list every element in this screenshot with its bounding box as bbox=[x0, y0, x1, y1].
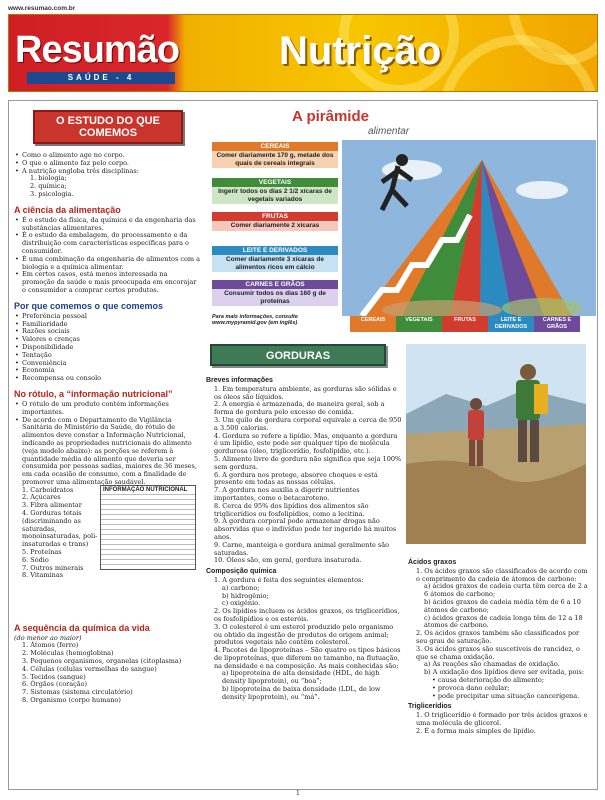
group-text: Comer diariamente 3 xícaras de alimentos ricos em cálcio bbox=[212, 255, 338, 272]
heading-ciencia: A ciência da alimentação bbox=[14, 204, 121, 215]
list-item: 3. O colesterol é um esterol produzido pelo organismo ou obtido da ingestão de produtos de origem animal; produtos vegetais não contêm colesterol. bbox=[214, 622, 394, 647]
label-leite: LEITE E DERIVADOS bbox=[488, 316, 534, 332]
brand-subtitle: SAÚDE - 4 bbox=[27, 72, 175, 84]
header-banner bbox=[8, 14, 598, 92]
list-item: a) lipoproteína de alta densidade (HDL, de high density lipoprotein), ou “boa”; bbox=[222, 669, 380, 686]
list-item: 2. Os ácidos graxos também são classificados por seu grau de saturação. bbox=[416, 629, 580, 645]
list-item: 5. Tecidos (sangue) bbox=[22, 672, 86, 681]
heading-porque: Por que comemos o que comemos bbox=[14, 300, 164, 311]
group-text: Comer diariamente 2 xícaras bbox=[212, 221, 338, 231]
list-item: 6. Órgãos (coração) bbox=[22, 680, 88, 689]
breves-list bbox=[206, 386, 402, 565]
list-item: 2. química; bbox=[30, 182, 67, 191]
rotulo-list bbox=[14, 401, 202, 487]
group-text: Comer diariamente 170 g, metade dos quais de cereais integrais bbox=[212, 151, 338, 168]
list-item: • Familiaridade bbox=[14, 321, 202, 329]
section-box-gorduras: GORDURAS bbox=[210, 344, 386, 366]
group-leite bbox=[212, 246, 338, 272]
list-item: c) oxigênio. bbox=[222, 599, 261, 608]
list-item: 2. A energia é armazenada, de maneira geral, sob a forma de gordura pelo excesso de comida. bbox=[214, 400, 385, 417]
heading-composicao: Composição química bbox=[206, 568, 277, 576]
list-item: b) lipoproteína de baixa densidade (LDL, de low density lipoprotein), ou “má”. bbox=[222, 685, 381, 701]
heading-rotulo: No rótulo, a “informação nutricional” bbox=[14, 388, 173, 399]
brand-logo: Resumão bbox=[15, 29, 180, 71]
sequencia-list bbox=[14, 642, 202, 704]
list-item: 3. psicologia. bbox=[30, 189, 74, 198]
pyramid-subtitle: alimentar bbox=[368, 126, 410, 137]
list-item: b) A oxidação dos lipídios deve ser evitada, pois: bbox=[424, 668, 585, 677]
page-number: 1 bbox=[296, 790, 300, 797]
group-cereais bbox=[212, 142, 338, 168]
pyramid-note: Para mais informações, consulte www.mypyramid.gov (em inglês) bbox=[212, 314, 298, 326]
group-vegetais bbox=[212, 178, 338, 204]
list-item: 1. biologia; bbox=[30, 174, 67, 183]
list-item: 2. É a forma mais simples de lipídio. bbox=[416, 726, 536, 735]
list-item: 3. Os ácidos graxos são suscetíveis de rancidez, o que se chama oxidação. bbox=[416, 644, 580, 661]
list-item: 3. Um quilo de gordura corporal equivale a cerca de 950 a 3.500 calorias. bbox=[214, 415, 402, 432]
list-item: 4. Pacotes de lipoproteínas – São quatro os tipos básicos de lipoproteínas, que diferem no tamanho, na flutuação, na densidade e na composição. As mais conhecidas são: bbox=[214, 646, 401, 670]
list-item: 1. O triglicerídio é formado por três ácidos graxos e uma molécula de glicerol. bbox=[416, 711, 588, 727]
heading-breves: Breves informações bbox=[206, 377, 273, 384]
heading-sequencia: A sequência da química da vida bbox=[14, 622, 150, 633]
list-item: • O que o alimento faz pelo corpo. bbox=[14, 160, 202, 168]
list-item: • Recompensa ou consolo bbox=[14, 375, 202, 383]
list-item: 8. Cerca de 95% dos lipídios dos alimentos são triglicerídios ou fosfolipídios, como a lecitina. bbox=[214, 501, 369, 518]
column-middle bbox=[206, 374, 402, 702]
label-frutas: FRUTAS bbox=[442, 316, 488, 332]
list-item: c) ácidos graxos de cadeia longa têm de 12 a 18 átomos de carbono. bbox=[424, 613, 583, 630]
rotulo-items bbox=[14, 487, 98, 581]
list-item: • causa deterioração do alimento; bbox=[432, 675, 545, 684]
list-item: • É o estudo da física, da química e da engenharia das substâncias alimentares. bbox=[14, 217, 202, 233]
list-item: • provoca dano celular; bbox=[432, 683, 510, 692]
list-item: 7. Outros minerais bbox=[22, 563, 84, 572]
group-name: LEITE E DERIVADOS bbox=[212, 246, 338, 255]
list-item: • De acordo com o Departamento de Vigilância Sanitária do Ministério da Saúde, do rótulo de alimentos deve constar a Informação Nutricional, indicando as propriedades nutricionais do alimento (veja modelo abaixo): as porções se referem à quantidade média do alimento que deveria ser consumida por pessoas sadias, maiores de 36 meses, em cada ocasião de consumo, com a finalidade de promover uma alimentação saudável. bbox=[14, 417, 202, 487]
ciencia-list bbox=[14, 217, 202, 295]
hikers-photo bbox=[406, 344, 586, 544]
group-name: CARNES E GRÃOS bbox=[212, 280, 338, 289]
list-item: 1. Em temperatura ambiente, as gorduras são sólidas e os óleos são líquidos. bbox=[214, 384, 397, 401]
list-item: • A nutrição engloba três disciplinas: bbox=[14, 168, 202, 176]
list-item: 2. Moléculas (hemoglobina) bbox=[22, 649, 114, 658]
list-item: • Razões sociais bbox=[14, 328, 202, 336]
list-item: 2. Os lipídios incluem os ácidos graxos, os triglicerídios, os fosfolipídios e os esteróis. bbox=[214, 607, 400, 623]
list-item: • Conveniência bbox=[14, 360, 202, 368]
site-url: www.resumao.com.br bbox=[8, 5, 76, 12]
label-cereais: CEREAIS bbox=[350, 316, 396, 332]
heading-triglicerideos: Triglicerídios bbox=[408, 703, 452, 711]
list-item: 3. Pequenos organismos, organelas (citoplasma) bbox=[22, 657, 182, 666]
list-item: • Tentação bbox=[14, 352, 202, 360]
list-item: • pode precipitar uma situação cancerígena. bbox=[432, 691, 580, 700]
list-item: 4. Gorduras totais (discriminando as saturadas, monoinsaturadas, poli-insaturadas e trans) bbox=[22, 509, 98, 549]
disciplines-list bbox=[14, 175, 202, 198]
list-item: 1. Átomos (ferro) bbox=[22, 641, 79, 650]
trig-list bbox=[408, 712, 590, 735]
list-item: 7. A gordura nos auxilia a digerir nutrientes importantes, como o betacaroteno. bbox=[214, 486, 360, 502]
group-text: Ingerir todos os dias 2 1/2 xícaras de vegetais variados bbox=[212, 187, 338, 204]
pyramid-labels bbox=[350, 316, 580, 332]
label-carnes: CARNES E GRÃOS bbox=[534, 316, 580, 332]
heading-acidos: Ácidos graxos bbox=[408, 559, 457, 566]
list-item: • Disponibilidade bbox=[14, 344, 202, 352]
list-item: 1. Os ácidos graxos são classificados de acordo com o comprimento da cadeia de átomos de carbono: bbox=[416, 566, 588, 583]
list-item: 3. Fibra alimentar bbox=[22, 501, 82, 510]
list-item: • Economia bbox=[14, 367, 202, 375]
list-item: • Em certos casos, está menos interessada na promoção da saúde e mais preocupada em encorajar o consumidor a comprar certos produtos. bbox=[14, 271, 202, 294]
list-item: 2. Açúcares bbox=[22, 493, 61, 502]
acidos-list bbox=[408, 568, 590, 701]
porque-list bbox=[14, 313, 202, 383]
list-item: • Como o alimento age no corpo. bbox=[14, 152, 202, 160]
list-item: • O rótulo de um produto contém informações importantes. bbox=[14, 401, 202, 417]
list-item: 6. Sódio bbox=[22, 555, 49, 564]
list-item: • Preferência pessoal bbox=[14, 313, 202, 321]
list-item: a) carbono; bbox=[222, 583, 260, 592]
list-item: • Valores e crenças bbox=[14, 336, 202, 344]
nutrition-label-title: INFORMAÇÃO NUTRICIONAL bbox=[103, 486, 188, 493]
column-left bbox=[14, 106, 202, 786]
group-name: CEREAIS bbox=[212, 142, 338, 151]
composicao-list bbox=[206, 577, 402, 702]
list-item: 10. Óleos são, em geral, gordura insaturada. bbox=[214, 556, 362, 565]
list-item: 4. Gordura se refere a lipídio. Mas, enquanto a gordura é um lipídio, este pode ser qualquer tipo de molécula gordurosa (óleo, triglicerídio, fosfolipídio, etc.). bbox=[214, 431, 398, 456]
list-item: a) ácidos graxos de cadeia curta têm cerca de 2 a 6 átomos de carbono; bbox=[424, 582, 588, 599]
nutrition-label-image bbox=[100, 485, 196, 570]
group-name: FRUTAS bbox=[212, 212, 338, 221]
pyramid-title: A pirâmide bbox=[292, 108, 369, 125]
group-carnes bbox=[212, 280, 338, 306]
list-item: 9. A gordura corporal pode armazenar drogas não absorvidas que o indivíduo pode ter ingerido há muitos anos. bbox=[214, 517, 397, 541]
list-item: b) hidrogênio; bbox=[222, 591, 269, 600]
sequencia-subtitle: (do menor ao maior) bbox=[14, 633, 82, 642]
label-vegetais: VEGETAIS bbox=[396, 316, 442, 332]
list-item: 1. Carboidratos bbox=[22, 485, 74, 494]
list-item: • É o estudo da embalagem, do processamento e da distribuição com características específicas para o consumidor. bbox=[14, 232, 202, 255]
list-item: 8. Organismo (corpo humano) bbox=[22, 696, 121, 705]
list-item: • É uma combinação da engenharia de alimentos com a biologia e a química alimentar. bbox=[14, 256, 202, 272]
group-name: VEGETAIS bbox=[212, 178, 338, 187]
list-item: 1. A gordura é feita dos seguintes elementos: bbox=[214, 575, 364, 584]
intro-list bbox=[14, 152, 202, 175]
list-item: 8. Vitaminas bbox=[22, 571, 64, 580]
group-text: Consumir todos os dias 160 g de proteínas bbox=[212, 289, 338, 306]
section-box-estudo: O ESTUDO DO QUE COMEMOS bbox=[33, 110, 183, 144]
list-item: 6. A gordura nos protege, absorve choques e está presente em todas as nossas células. bbox=[214, 470, 378, 487]
list-item: 9. Carne, manteiga e gordura animal geralmente são saturadas. bbox=[214, 540, 389, 557]
list-item: 7. Sistemas (sistema circulatório) bbox=[22, 688, 133, 697]
group-frutas bbox=[212, 212, 338, 231]
list-item: a) As reações são chamadas de oxidação. bbox=[424, 660, 560, 669]
column-right bbox=[408, 556, 590, 736]
page-title: Nutrição bbox=[279, 29, 442, 73]
list-item: 5. Alimento livre de gordura não significa que seja 100% sem gordura. bbox=[214, 454, 402, 471]
list-item: 5. Proteínas bbox=[22, 548, 62, 557]
list-item: b) ácidos graxos de cadeia média têm de 6 a 10 átomos de carbono; bbox=[424, 597, 581, 614]
list-item: 4. Células (células vermelhas do sangue) bbox=[22, 664, 157, 673]
